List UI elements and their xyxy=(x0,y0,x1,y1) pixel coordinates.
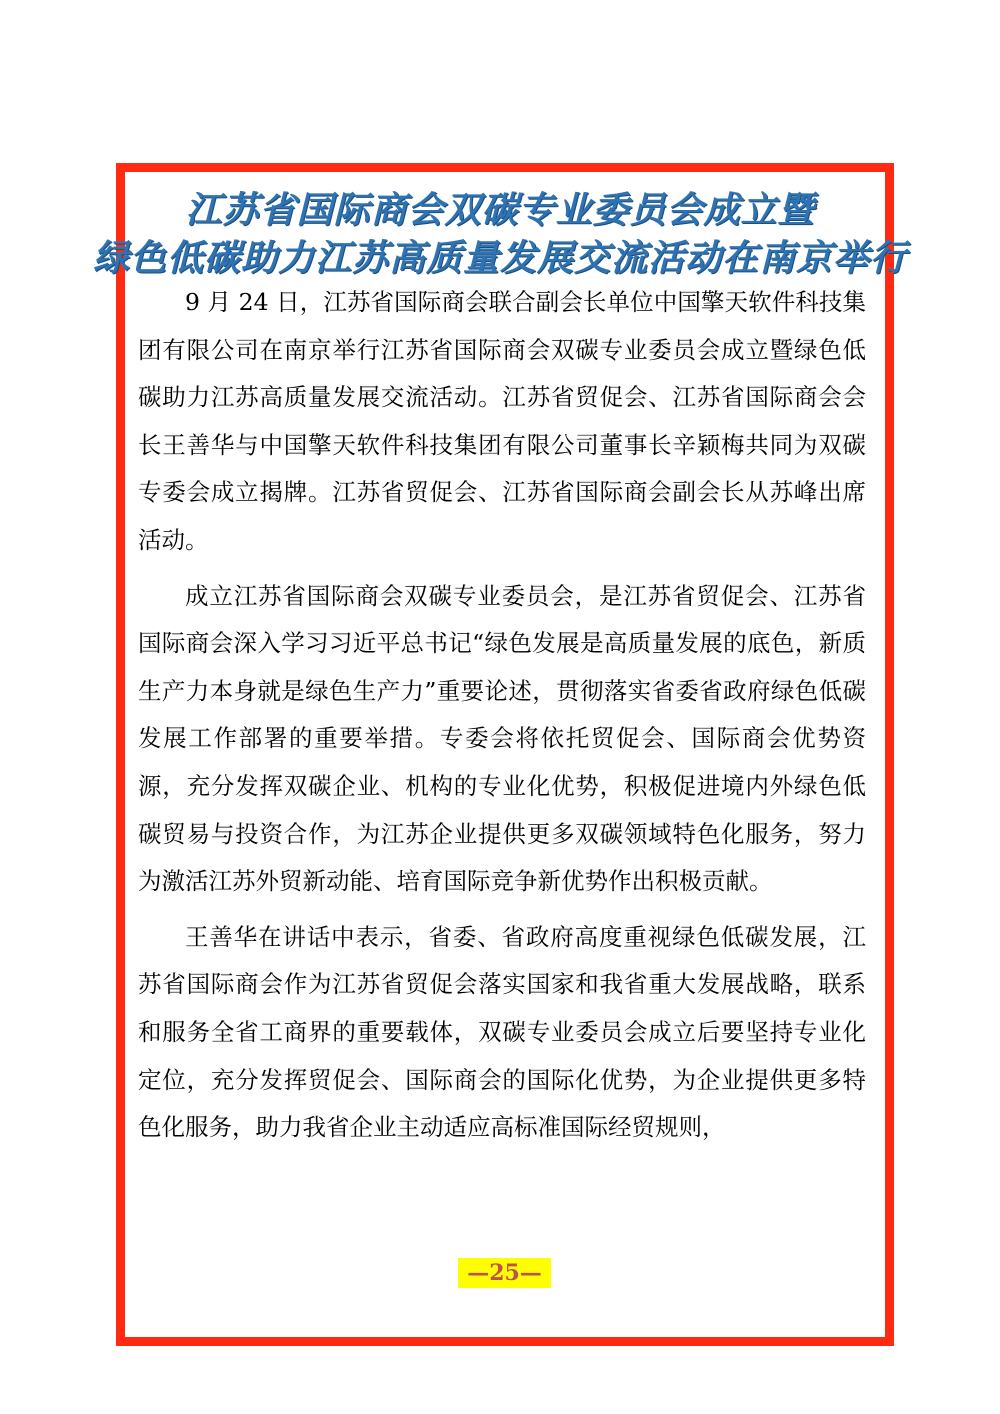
article-title-line-2: 绿色低碳助力江苏高质量发展交流活动在南京举行 xyxy=(92,237,907,279)
article-title-line-1: 江苏省国际商会双碳专业委员会成立暨 xyxy=(185,189,815,231)
paragraph-3: 王善华在讲话中表示，省委、省政府高度重视绿色低碳发展，江苏省国际商会作为江苏省贸促会落实国家和我省重大发展战略，联系和服务全省工商界的重要载体，双碳专业委员会成立后要坚持专业化定位，充分发挥贸促会、国际商会的国际化优势，为企业提供更多特色化服务，助力我省企业主动适应高标准国际经贸规则， xyxy=(138,922,866,1142)
paragraph-2: 成立江苏省国际商会双碳专业委员会，是江苏省贸促会、江苏省国际商会深入学习习近平总书记“绿色发展是高质量发展的底色，新质生产力本身就是绿色生产力”重要论述，贯彻落实省委省政府绿色低碳发展工作部署的重要举措。专委会将依托贸促会、国际商会优势资源，充分发挥双碳企业、机构的专业化优势，积极促进境内外绿色低碳贸易与投资合作，为江苏企业提供更多双碳领域特色化服务，努力为激活江苏外贸新动能、培育国际竞争新优势作出积极贡献。 xyxy=(138,581,866,896)
paragraph-1: 9 月 24 日，江苏省国际商会联合副会长单位中国擎天软件科技集团有限公司在南京举行江苏省国际商会双碳专业委员会成立暨绿色低碳助力江苏高质量发展交流活动。江苏省贸促会、江苏省国际商会会长王善华与中国擎天软件科技集团有限公司董事长辛颖梅共同为双碳专委会成立揭牌。江苏省贸促会、江苏省国际商会副会长从苏峰出席活动。 xyxy=(138,288,866,554)
page-number: —25— xyxy=(458,1258,551,1288)
article-body xyxy=(138,279,866,1160)
